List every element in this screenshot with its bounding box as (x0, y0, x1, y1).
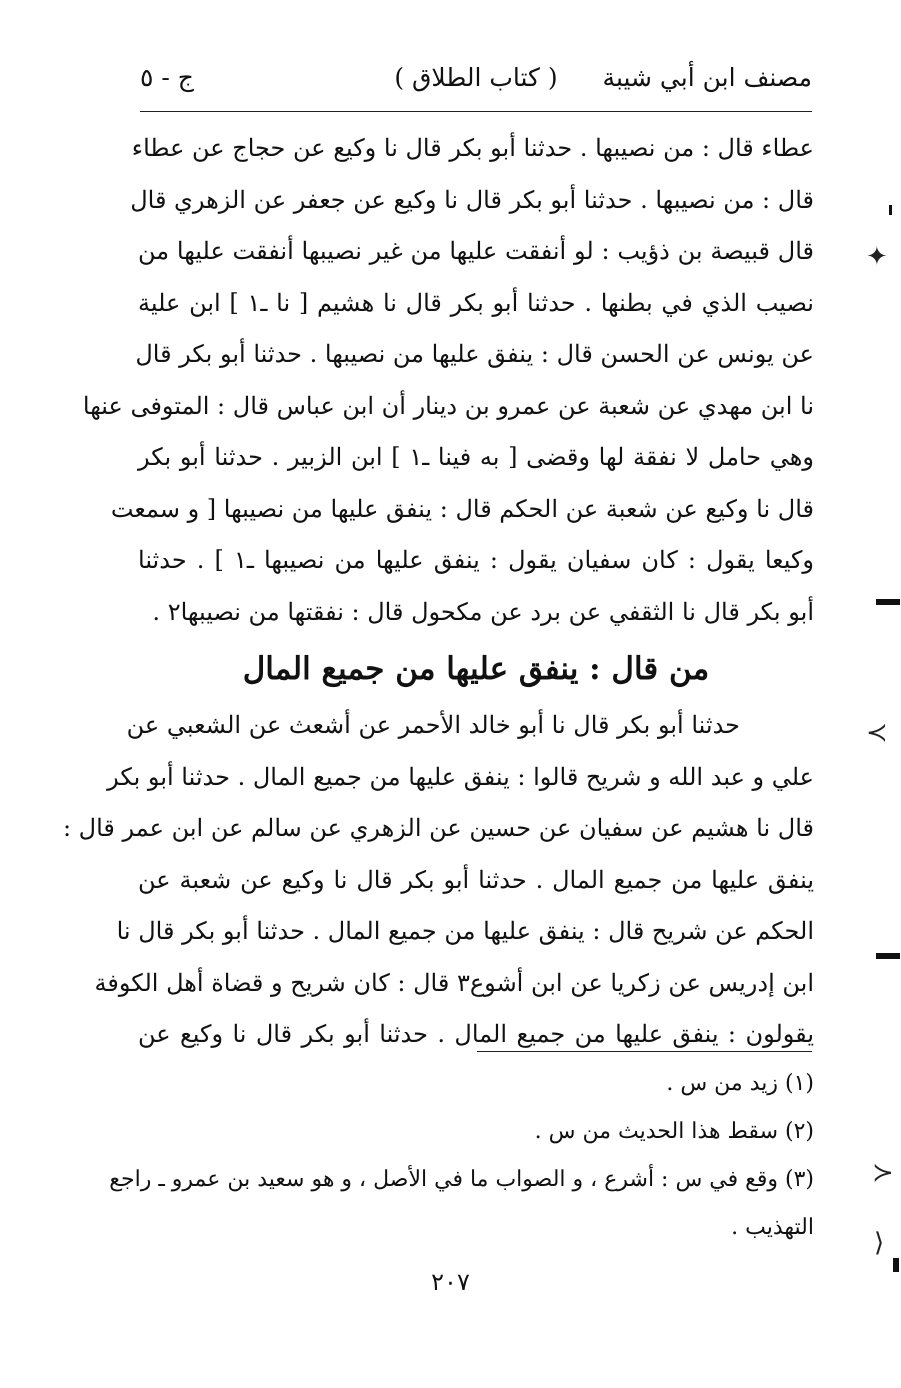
main-text (62, 124, 815, 1062)
running-header (140, 58, 812, 104)
text-line: عن يونس عن الحسن قال : ينفق عليها من نصيبها . حدثنا أبو بكر قال (135, 340, 814, 368)
section-heading: من قال : ينفق عليها من جميع المال (242, 651, 710, 687)
text-line: يقولون : ينفق عليها من جميع المال . حدثنا أبو بكر قال نا وكيع عن (138, 1020, 814, 1048)
text-line: وكيعا يقول : كان سفيان يقول : ينفق عليها من نصيبها ـ١ ] . حدثنا (138, 546, 815, 574)
text-line: أبو بكر قال نا الثقفي عن برد عن مكحول قال : نفقتها من نصيبها٢ . (152, 597, 814, 626)
footnote-2: (٢) سقط هذا الحديث من س . (534, 1119, 814, 1144)
text-line: قال : من نصيبها . حدثنا أبو بكر قال نا وكيع عن جعفر عن الزهري قال (130, 185, 814, 214)
margin-bar (876, 599, 900, 605)
margin-ornament-icon: ≻ (872, 1158, 894, 1188)
margin-tick (889, 205, 892, 215)
footnote-rule (477, 1051, 812, 1052)
text-line: نا ابن مهدي عن شعبة عن عمرو بن دينار أن ابن عباس قال : المتوفى عنها (82, 391, 814, 420)
text-line: قال نا وكيع عن شعبة عن الحكم قال : ينفق عليها من نصيبها [ و سمعت (110, 494, 814, 523)
text-line: علي و عبد الله و شريح قالوا : ينفق عليها من جميع المال . حدثنا أبو بكر (107, 762, 814, 791)
margin-bar (893, 1258, 899, 1272)
book-title: مصنف ابن أبي شيبة (602, 63, 812, 92)
header-rule (140, 111, 812, 112)
margin-ornament-icon: ✦ (866, 242, 888, 272)
margin-ornament-icon: ⟩ (874, 1228, 885, 1258)
paragraph-1 (82, 124, 815, 639)
footnotes (109, 1062, 814, 1254)
chapter-title: ( كتاب الطلاق ) (394, 63, 558, 92)
text-line: حدثنا أبو بكر قال نا أبو خالد الأحمر عن أشعث عن الشعبي عن (126, 711, 740, 739)
text-line: عطاء قال : من نصيبها . حدثنا أبو بكر قال نا وكيع عن حجاج عن عطاء (131, 134, 814, 162)
text-line: نصيب الذي في بطنها . حدثنا أبو بكر قال نا هشيم [ نا ـ١ ] ابن علية (138, 288, 814, 317)
page-number: ٢٠٧ (431, 1268, 470, 1296)
text-line: وهي حامل لا نفقة لها وقضى [ به فينا ـ١ ] ابن الزبير . حدثنا أبو بكر (138, 443, 814, 471)
volume-number: ج - ٥ (140, 63, 194, 92)
text-line: ينفق عليها من جميع المال . حدثنا أبو بكر قال نا وكيع عن شعبة عن (138, 865, 814, 894)
text-line: ابن إدريس عن زكريا عن ابن أشوع٣ قال : كان شريح و قضاة أهل الكوفة (94, 968, 814, 997)
footnote-3: (٣) وقع في س : أشرع ، و الصواب ما في الأصل ، و هو سعيد بن عمرو ـ راجع (109, 1167, 814, 1192)
margin-ornament-icon: ≺ (866, 718, 888, 748)
paragraph-2 (62, 701, 814, 1062)
text-line: قال قبيصة بن ذؤيب : لو أنفقت عليها من غير نصيبها أنفقت عليها من (138, 237, 814, 265)
footnote-3-continued: التهذيب . (731, 1215, 814, 1240)
text-line: الحكم عن شريح قال : ينفق عليها من جميع المال . حدثنا أبو بكر قال نا (116, 917, 814, 945)
footnote-1: (١) زيد من س . (666, 1071, 814, 1096)
text-line: قال نا هشيم عن سفيان عن حسين عن الزهري عن سالم عن ابن عمر قال : (62, 814, 814, 842)
margin-bar (876, 953, 900, 959)
